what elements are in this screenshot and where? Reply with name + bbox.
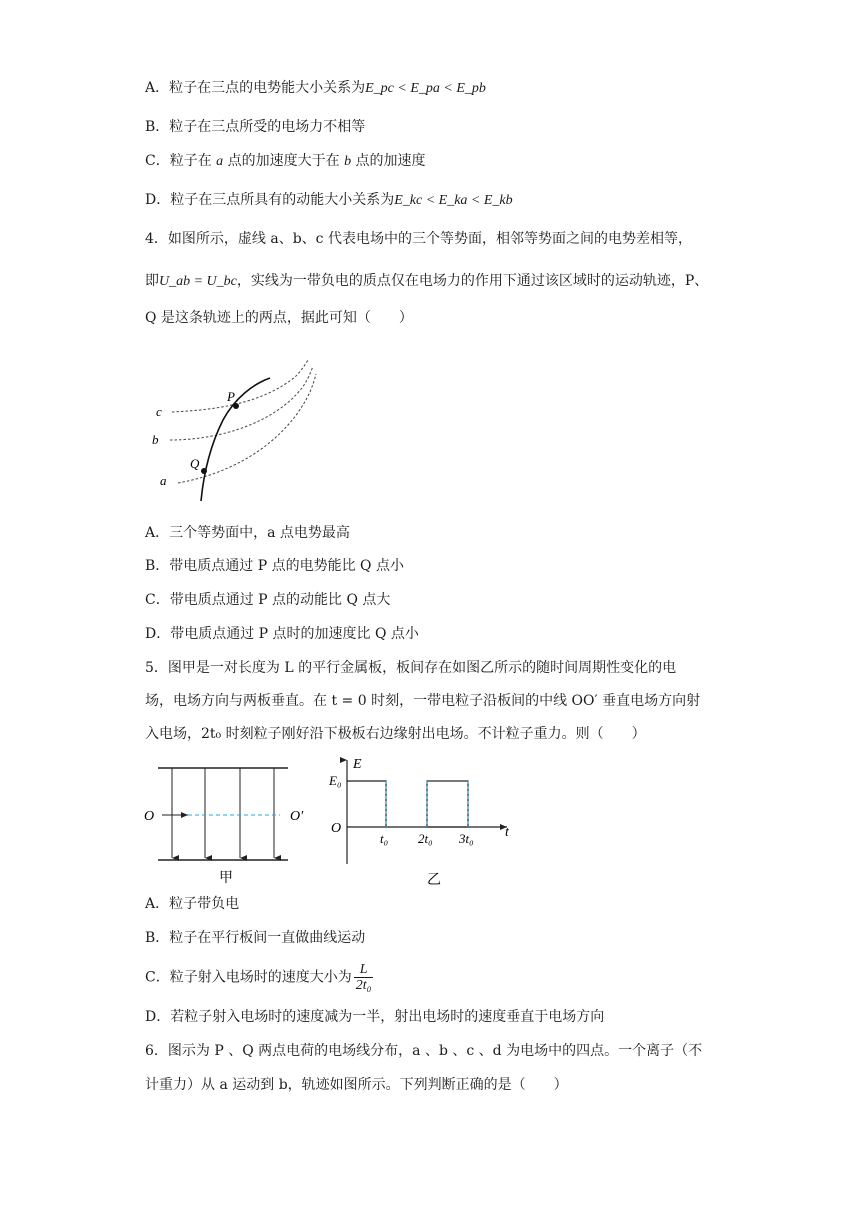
q4-option-c: C．带电质点通过 P 点的动能比 Q 点大 [145, 592, 391, 608]
q3-option-c: C．粒子在 a 点的加速度大于在 b 点的加速度 [145, 153, 426, 169]
pulse-1 [347, 781, 386, 827]
svg-text:P: P [227, 389, 235, 404]
q5-option-d: D．若粒子射入电场时的速度减为一半，射出电场时的速度垂直于电场方向 [145, 1009, 605, 1025]
svg-text:O: O [144, 809, 155, 824]
svg-text:甲: 甲 [219, 871, 233, 886]
q5-speed-fraction: $\frac{L}{\text{2t₀}}$ [355, 962, 372, 993]
svg-text:2t₀: 2t₀ [418, 831, 433, 846]
pulse-2 [427, 781, 468, 827]
point-q [201, 468, 207, 474]
svg-text:c: c [156, 404, 162, 419]
q5-option-c: C．粒子射入电场时的速度大小为 $\frac{L}{\text{2t₀}}$ [145, 962, 372, 993]
svg-text:a: a [160, 473, 167, 488]
equipotential-c [172, 360, 308, 412]
q3-option-d-formula: E_kc < E_ka < E_kb [394, 193, 513, 208]
q6-stem-line2: 计重力）从 a 运动到 b，轨迹如图所示。下列判断正确的是（ ） [145, 1077, 568, 1093]
q3-option-a-formula: E_pc < E_pa < E_pb [365, 81, 486, 96]
q5-option-b: B．粒子在平行板间一直做曲线运动 [145, 930, 366, 946]
svg-text:3t₀: 3t₀ [459, 831, 474, 846]
q4-option-d: D．带电质点通过 P 点时的加速度比 Q 点小 [145, 626, 419, 642]
q3-option-b: B．粒子在三点所受的电场力不相等 [145, 119, 366, 135]
q4-stem-line1: 4．如图所示，虚线 a、b、c 代表电场中的三个等势面，相邻等势面之间的电势差相等， [145, 231, 692, 247]
q3-option-a: A．粒子在三点的电势能大小关系为E_pc < E_pa < E_pb [145, 80, 486, 96]
trajectory-curve [201, 378, 270, 501]
svg-text:E: E [353, 757, 362, 772]
q6-stem-line1: 6．图示为 P 、Q 两点电荷的电场线分布，a 、b 、c 、d 为电场中的四点。一个离子（不 [145, 1043, 703, 1059]
svg-text:b: b [152, 432, 159, 447]
q4-equipotential-figure [150, 350, 330, 510]
q5-stem-line3: 入电场，2t₀ 时刻粒子刚好沿下极板右边缘射出电场。不计粒子重力。则（ ） [145, 726, 646, 742]
q4-stem-line2: 即U_ab = U_bc，实线为一带负电的质点仅在电场力的作用下通过该区域时的运动轨迹，P、 [145, 273, 709, 289]
q4-formula: U_ab = U_bc [159, 274, 237, 289]
q4-stem-line3: Q 是这条轨迹上的两点，据此可知（ ） [145, 310, 413, 326]
q5-figure-jia [140, 760, 320, 890]
q5-option-a: A．粒子带负电 [145, 896, 240, 912]
svg-text:乙: 乙 [427, 873, 441, 888]
q3-option-d: D．粒子在三点所具有的动能大小关系为E_kc < E_ka < E_kb [145, 192, 513, 208]
svg-text:E₀: E₀ [329, 773, 342, 788]
q5-stem-line2: 场，电场方向与两板垂直。在 t = 0 时刻，一带电粒子沿板间的中线 OO′ 垂直电场方向射 [145, 693, 701, 709]
q4-option-a: A．三个等势面中，a 点电势最高 [145, 525, 350, 541]
svg-text:O: O [331, 821, 342, 836]
svg-text:O′: O′ [290, 809, 304, 824]
equipotential-b [170, 366, 313, 440]
q5-stem-line1: 5．图甲是一对长度为 L 的平行金属板，板间存在如图乙所示的随时间周期性变化的电 [145, 660, 677, 676]
svg-text:t: t [505, 825, 509, 840]
svg-text:t₀: t₀ [380, 831, 389, 846]
q5-figure-yi [325, 754, 525, 889]
svg-text:Q: Q [190, 456, 200, 471]
q4-option-b: B．带电质点通过 P 点的电势能比 Q 点小 [145, 558, 404, 574]
